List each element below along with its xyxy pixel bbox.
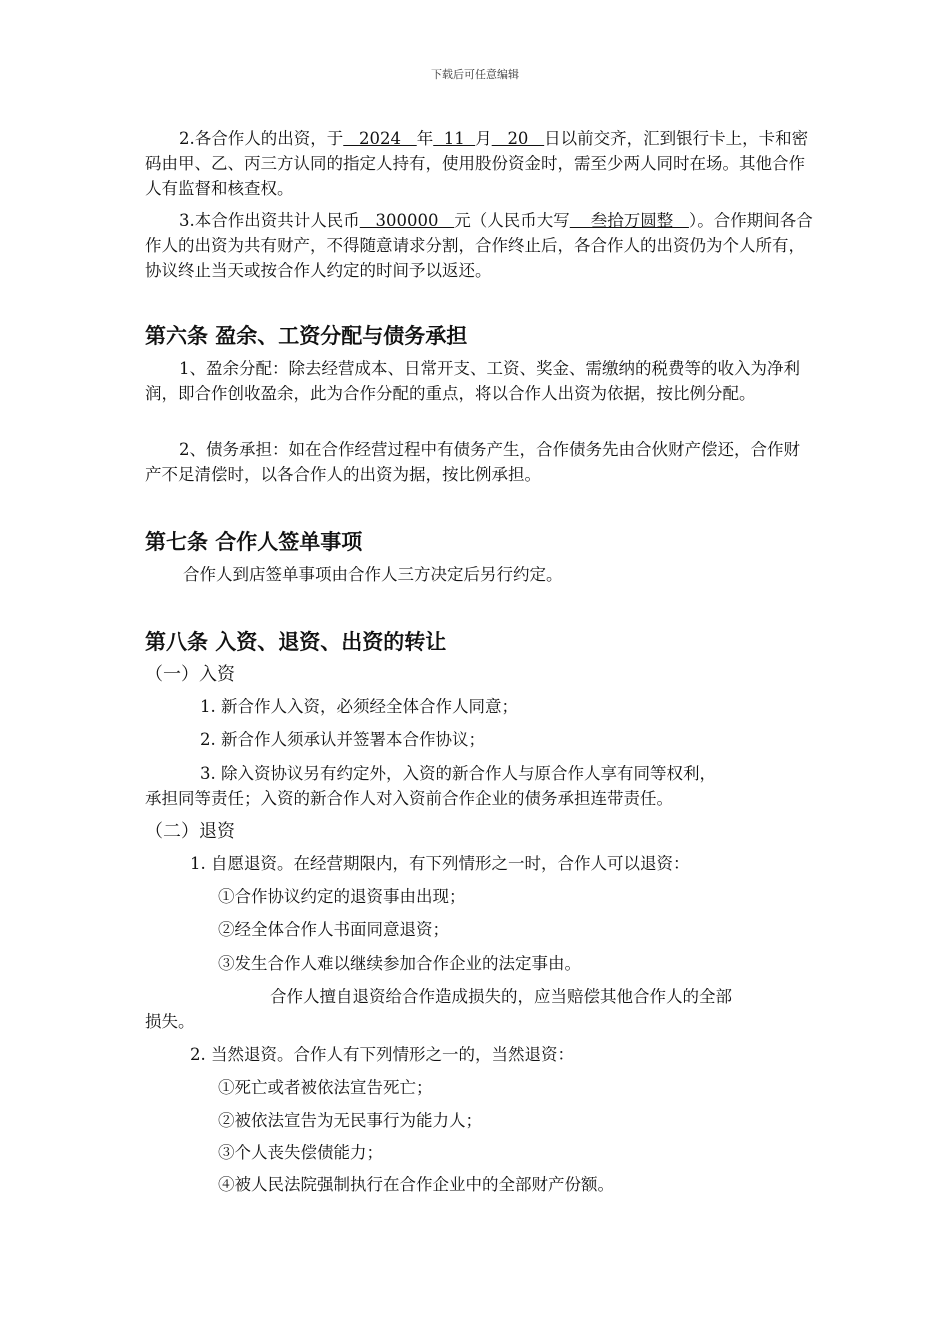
unauthorized-withdrawal-line-1: 合作人擅自退资给合作造成损失的，应当赔偿其他合作人的全部 [270,987,732,1006]
payment-year: 2024 [343,129,417,148]
payment-day: 20 [491,129,545,148]
voluntary-case-1: ①合作协议约定的退资事由出现； [218,887,466,906]
voluntary-case-3: ③发生合作人难以继续参加合作企业的法定事由。 [218,954,581,973]
payment-month: 11 [433,129,476,148]
withdrawal-automatic: 2. 当然退资。合作人有下列情形之一的，当然退资： [190,1045,574,1064]
clause-3-text-b: 元（人民币大写 [454,211,570,230]
investment-amount-words: 叁拾万圆整 [569,211,689,230]
article-7-title: 第七条 合作人签单事项 [145,530,363,554]
automatic-case-4: ④被人民法院强制执行在合作企业中的全部财产份额。 [218,1175,614,1194]
clause-2-paragraph [145,126,815,201]
investment-amount: 300000 [359,211,455,230]
article-7-text: 合作人到店签单事项由合作人三方决定后另行约定。 [183,565,563,584]
clause-2-text-d: 日以前交齐，汇到银行卡上，卡和密码由甲、乙、丙三方认同的指定人持有，使用股份资金时，需至少两人同时在场。其他合作人有监督和核查权。 [145,129,809,198]
entry-item-3-line-1: 3. 除入资协议另有约定外，入资的新合作人与原合作人享有同等权利， [200,764,716,783]
entry-item-3-line-2: 承担同等责任；入资的新合作人对入资前合作企业的债务承担连带责任。 [145,789,673,808]
article-6-title: 第六条 盈余、工资分配与债务承担 [145,324,468,348]
clause-3-paragraph [145,208,815,283]
clause-2-text-a: 2.各合作人的出资，于 [179,129,344,148]
article-6-debt-bearing: 2、债务承担：如在合作经营过程中有债务产生，合作债务先由合伙财产偿还，合作财产不足清偿时，以各合作人的出资为据，按比例承担。 [145,440,800,484]
clause-3-text-c: ）。合作期间各合作人的出资为共有财产，不得随意请求分割，合作终止后，各合作人的出资仍为个人所有，协议终止当天或按合作人约定的时间予以返还。 [145,211,813,280]
automatic-case-3: ③个人丧失偿债能力； [218,1143,383,1162]
article-6-profit-distribution: 1、盈余分配：除去经营成本、日常开支、工资、奖金、需缴纳的税费等的收入为净利润，即合作创收盈余，此为合作分配的重点，将以合作人出资为依据，按比例分配。 [145,359,800,403]
voluntary-case-2: ②经全体合作人书面同意退资； [218,920,449,939]
automatic-case-1: ①死亡或者被依法宣告死亡； [218,1078,433,1097]
section-capital-entry: （一）入资 [145,664,235,685]
page-header: 下载后可任意编辑 [431,68,519,81]
automatic-case-2: ②被依法宣告为无民事行为能力人； [218,1111,482,1130]
clause-3-text-a: 3.本合作出资共计人民币 [179,211,360,230]
clause-2-text-c: 月 [475,129,492,148]
entry-item-2: 2. 新合作人须承认并签署本合作协议； [200,730,485,749]
section-capital-withdrawal: （二）退资 [145,821,235,842]
withdrawal-voluntary: 1. 自愿退资。在经营期限内，有下列情形之一时，合作人可以退资： [190,854,690,873]
unauthorized-withdrawal-line-2: 损失。 [145,1012,195,1031]
entry-item-1: 1. 新合作人入资，必须经全体合作人同意； [200,697,518,716]
article-8-title: 第八条 入资、退资、出资的转让 [145,630,447,654]
clause-2-text-b: 年 [416,129,434,148]
